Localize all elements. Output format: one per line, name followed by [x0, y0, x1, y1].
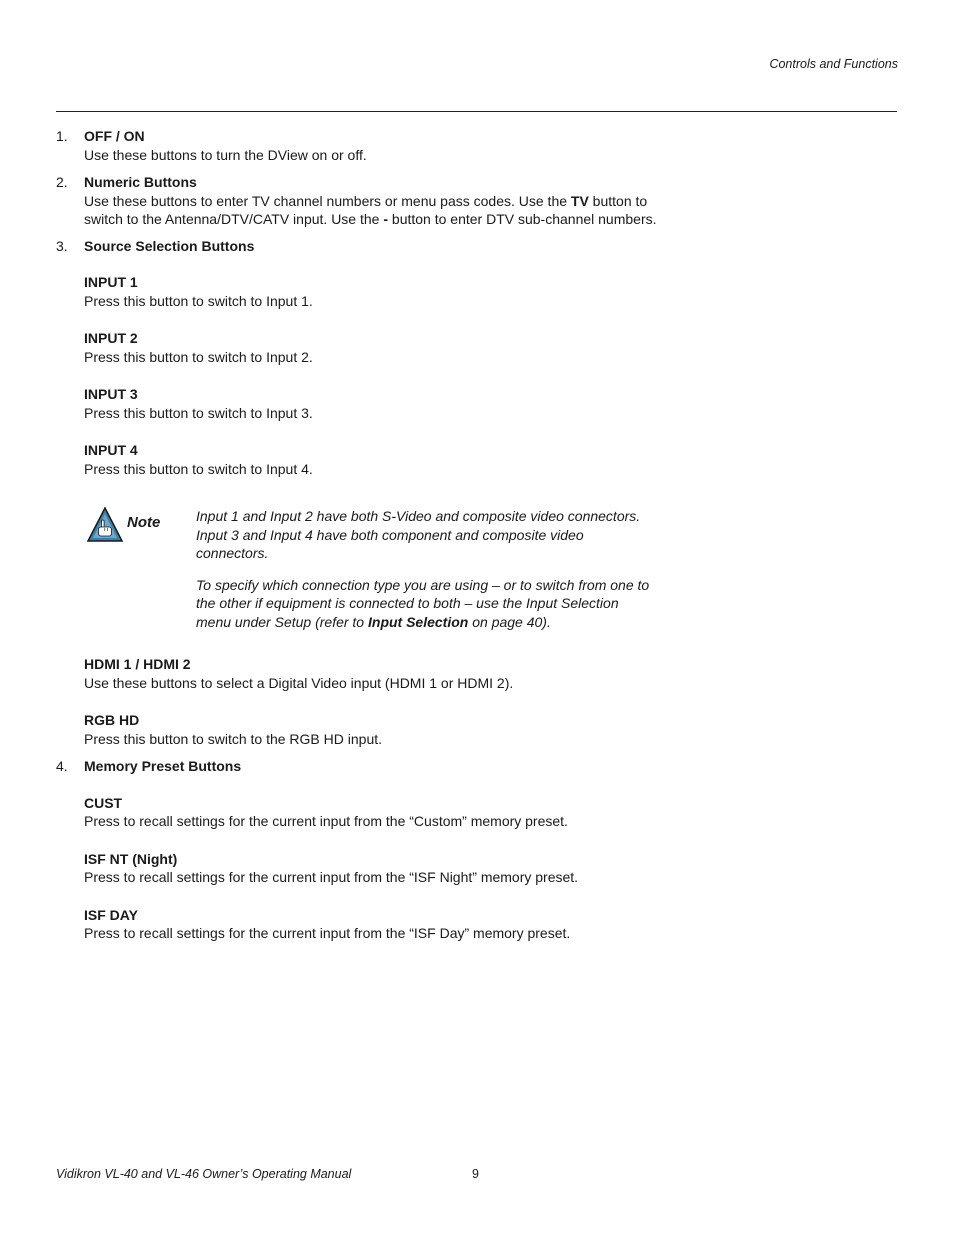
- sub-item-description: Press to recall settings for the current input from the “ISF Night” memory preset.: [84, 869, 579, 885]
- sub-item-title: INPUT 4: [84, 442, 138, 458]
- item-number: 4.: [56, 758, 68, 774]
- sub-item-description: Press this button to switch to Input 1.: [84, 292, 313, 309]
- sub-item-title: INPUT 2: [84, 330, 138, 346]
- sub-item-isf-day: [56, 906, 676, 943]
- note-paragraph: Input 1 and Input 2 have both S-Video and composite video connectors. Input 3 and Input 4 have both component and composite video connectors.: [196, 508, 641, 561]
- sub-item-description: Press this button to switch to Input 4.: [84, 460, 313, 477]
- sub-item-title: INPUT 3: [84, 386, 138, 402]
- item-title: Source Selection Buttons: [84, 237, 255, 254]
- item-description: Use these buttons to turn the DView on or off.: [84, 146, 367, 163]
- sub-item-rgb-hd: [56, 711, 676, 748]
- sub-item-description: Press to recall settings for the current input from the “ISF Day” memory preset.: [84, 925, 571, 941]
- sub-item-input-3: [56, 385, 676, 422]
- sub-item-input-1: [56, 273, 676, 310]
- list-item-source-selection: [56, 237, 676, 749]
- footer-manual-title: Vidikron VL-40 and VL-46 Owner’s Operating Manual: [56, 1167, 352, 1181]
- sub-item-cust: [56, 794, 676, 831]
- note-label: Note: [127, 514, 161, 531]
- note-text: To specify which connection type you are using – or to switch from one to the other if equipment is connected to both – use the Input Selection menu under Setup (refer to: [196, 576, 650, 630]
- desc-text: button to switch to the Antenna/DTV/CATV input. Use the: [84, 192, 648, 227]
- sub-item-isf-night: [56, 850, 676, 887]
- item-description: [84, 192, 676, 229]
- sub-item-title: INPUT 1: [84, 274, 138, 290]
- note-box: [84, 507, 656, 631]
- sub-item-description: Press to recall settings for the current input from the “Custom” memory preset.: [84, 813, 568, 829]
- sub-item-description: Use these buttons to select a Digital Video input (HDMI 1 or HDMI 2).: [84, 674, 514, 691]
- list-item-memory-preset: [56, 757, 676, 943]
- sub-item-title: CUST: [84, 794, 123, 811]
- sub-item-description: Press this button to switch to the RGB HD input.: [84, 730, 383, 747]
- note-graphic: [84, 507, 164, 547]
- sub-item-title: ISF NT (Night): [84, 850, 178, 867]
- dash-button-label: -: [383, 211, 389, 227]
- header-section-title: Controls and Functions: [769, 57, 898, 71]
- sub-item-title: RGB HD: [84, 712, 140, 728]
- sub-item-input-2: [56, 329, 676, 366]
- list-item-numeric-buttons: [56, 173, 676, 229]
- item-title: Memory Preset Buttons: [84, 758, 242, 774]
- item-title: Numeric Buttons: [84, 174, 197, 190]
- item-title: OFF / ON: [84, 128, 145, 144]
- sub-item-description: Press this button to switch to Input 2.: [84, 348, 313, 365]
- tv-button-label: TV: [570, 192, 589, 209]
- desc-text: Use these buttons to enter TV channel numbers or menu pass codes. Use the: [84, 192, 571, 209]
- sub-item-description: Press this button to switch to Input 3.: [84, 404, 313, 421]
- note-hand-icon: [87, 507, 123, 543]
- footer-page-number: 9: [472, 1167, 479, 1181]
- desc-text: button to enter DTV sub-channel numbers.: [388, 211, 657, 227]
- item-number: 3.: [56, 237, 68, 254]
- item-number: 2.: [56, 174, 68, 190]
- item-number: 1.: [56, 128, 68, 144]
- note-paragraph: [196, 576, 656, 632]
- list-item-off-on: [56, 127, 676, 164]
- sub-item-input-4: [56, 441, 676, 478]
- sub-item-hdmi: [56, 655, 676, 692]
- page-content: [56, 127, 676, 962]
- note-text: on page 40).: [468, 613, 551, 630]
- sub-item-title: HDMI 1 / HDMI 2: [84, 656, 191, 672]
- sub-item-title: ISF DAY: [84, 906, 138, 923]
- header-rule: [56, 111, 897, 112]
- note-reference: Input Selection: [368, 613, 469, 630]
